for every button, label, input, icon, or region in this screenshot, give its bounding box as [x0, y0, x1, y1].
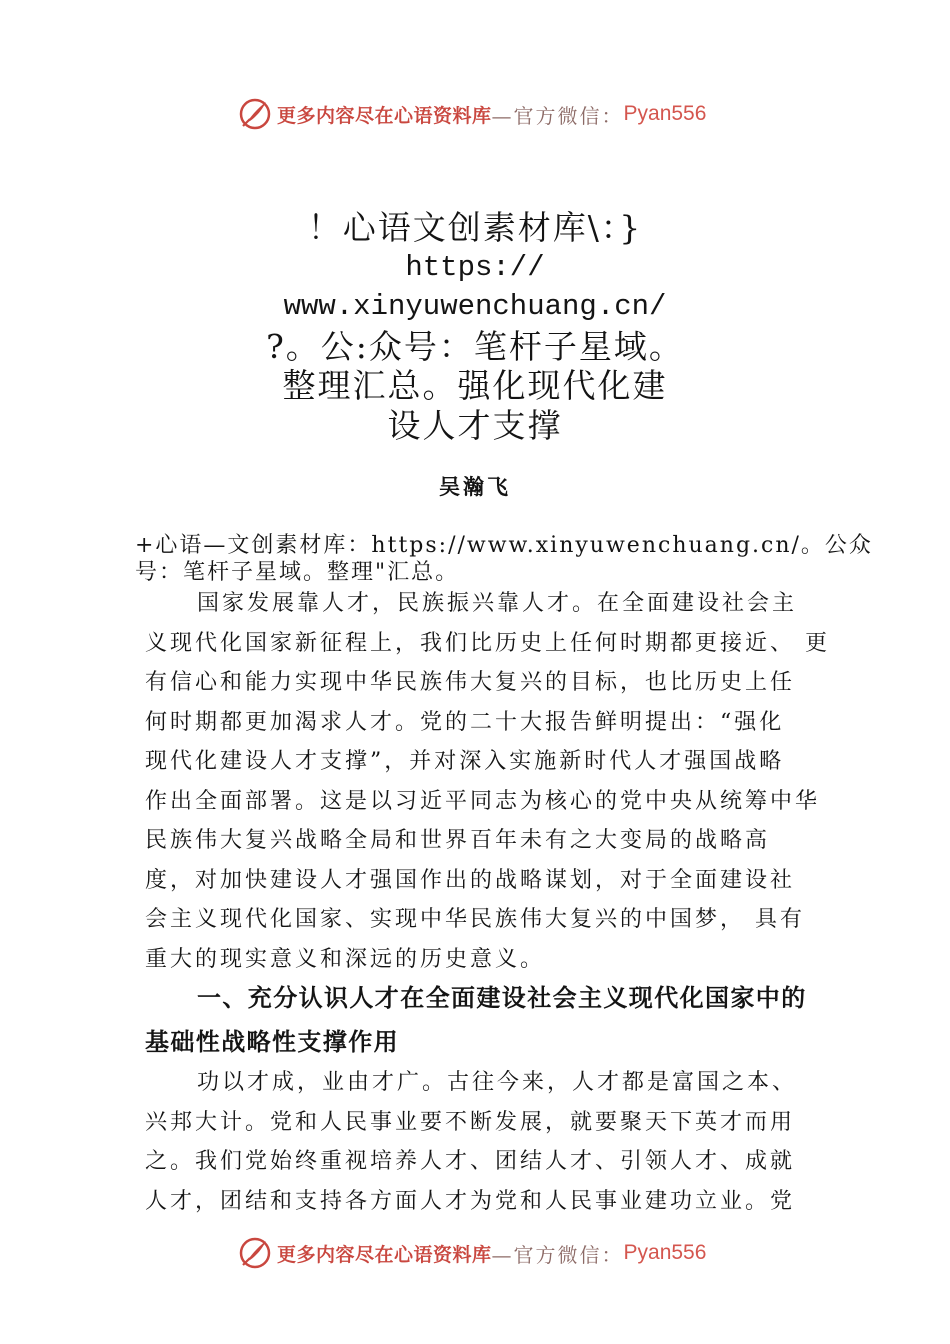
document-title — [0, 208, 950, 446]
text-line: 人才，团结和支持各方面人才为党和人民事业建功立业。党 — [145, 1189, 796, 1215]
watermark-wechat-label: —官方微信： — [491, 103, 624, 128]
watermark-wechat-id: Pyan556 — [623, 102, 707, 125]
text-line: 度，对加快建设人才强国作出的战略谋划，对于全面建设社 — [145, 867, 796, 893]
text-line: 会主义现代化国家、实现中华民族伟大复兴的中国梦， 具有 — [145, 907, 805, 932]
watermark-wechat-label: —官方微信： — [491, 1242, 624, 1267]
text-line: 何时期都更加渴求人才。党的二十大报告鲜明提出：“强化 — [145, 709, 785, 735]
header-watermark — [238, 94, 706, 134]
watermark-brand: 更多内容尽在心语资料库 — [277, 104, 492, 127]
heading-line: 基础性战略性支撑作用 — [145, 1028, 399, 1056]
title-line: https:// — [405, 250, 545, 284]
text-line: 民族伟大复兴战略全局和世界百年未有之大变局的战略高 — [145, 828, 771, 853]
text-line: 兴邦大计。党和人民事业要不断发展，就要聚天下英才而用 — [145, 1109, 796, 1135]
paragraph-2 — [145, 1063, 797, 1222]
note-line: +心语—文创素材库：https://www.xinyuwenchuang.cn/。公众 — [135, 533, 873, 558]
watermark-brand: 更多内容尽在心语资料库 — [277, 1243, 492, 1266]
note-line: 号：笔杆子星域。整理"汇总。 — [135, 560, 460, 585]
footer-watermark — [238, 1233, 706, 1273]
text-line: 有信心和能力实现中华民族伟大复兴的目标，也比历史上任 — [145, 670, 796, 695]
title-line: ?。公:众号：笔杆子星域。 — [266, 326, 684, 366]
section-heading-1 — [145, 976, 807, 1064]
text-line: 功以才成，业由才广。古往今来，人才都是富国之本、 — [197, 1070, 798, 1095]
title-line: www.xinyuwenchuang.cn/ — [283, 290, 667, 324]
quill-logo-icon — [238, 1236, 272, 1270]
source-note — [135, 532, 873, 586]
text-line: 义现代化国家新征程上，我们比历史上任何时期都更接近、 更 — [145, 630, 830, 656]
title-line: 整理汇总。强化现代化建 — [282, 366, 668, 406]
paragraph-1 — [145, 584, 830, 979]
title-line: 设人才支撑 — [387, 405, 563, 445]
text-line: 重大的现实意义和深远的历史意义。 — [145, 946, 546, 972]
text-line: 作出全面部署。这是以习近平同志为核心的党中央从统筹中华 — [145, 788, 821, 814]
quill-logo-icon — [238, 97, 272, 131]
author-name: 吴瀚飞 — [439, 474, 511, 499]
text-line: 国家发展靠人才，民族振兴靠人才。在全面建设社会主 — [197, 591, 798, 616]
text-line: 之。我们党始终重视培养人才、团结人才、引领人才、成就 — [145, 1149, 796, 1175]
watermark-wechat-id: Pyan556 — [623, 1241, 707, 1264]
title-line: ！心语文创素材库\：} — [307, 208, 643, 247]
text-line: 现代化建设人才支撑”，并对深入实施新时代人才强国战略 — [145, 749, 785, 774]
heading-line: 一、充分认识人才在全面建设社会主义现代化国家中的 — [197, 984, 807, 1012]
